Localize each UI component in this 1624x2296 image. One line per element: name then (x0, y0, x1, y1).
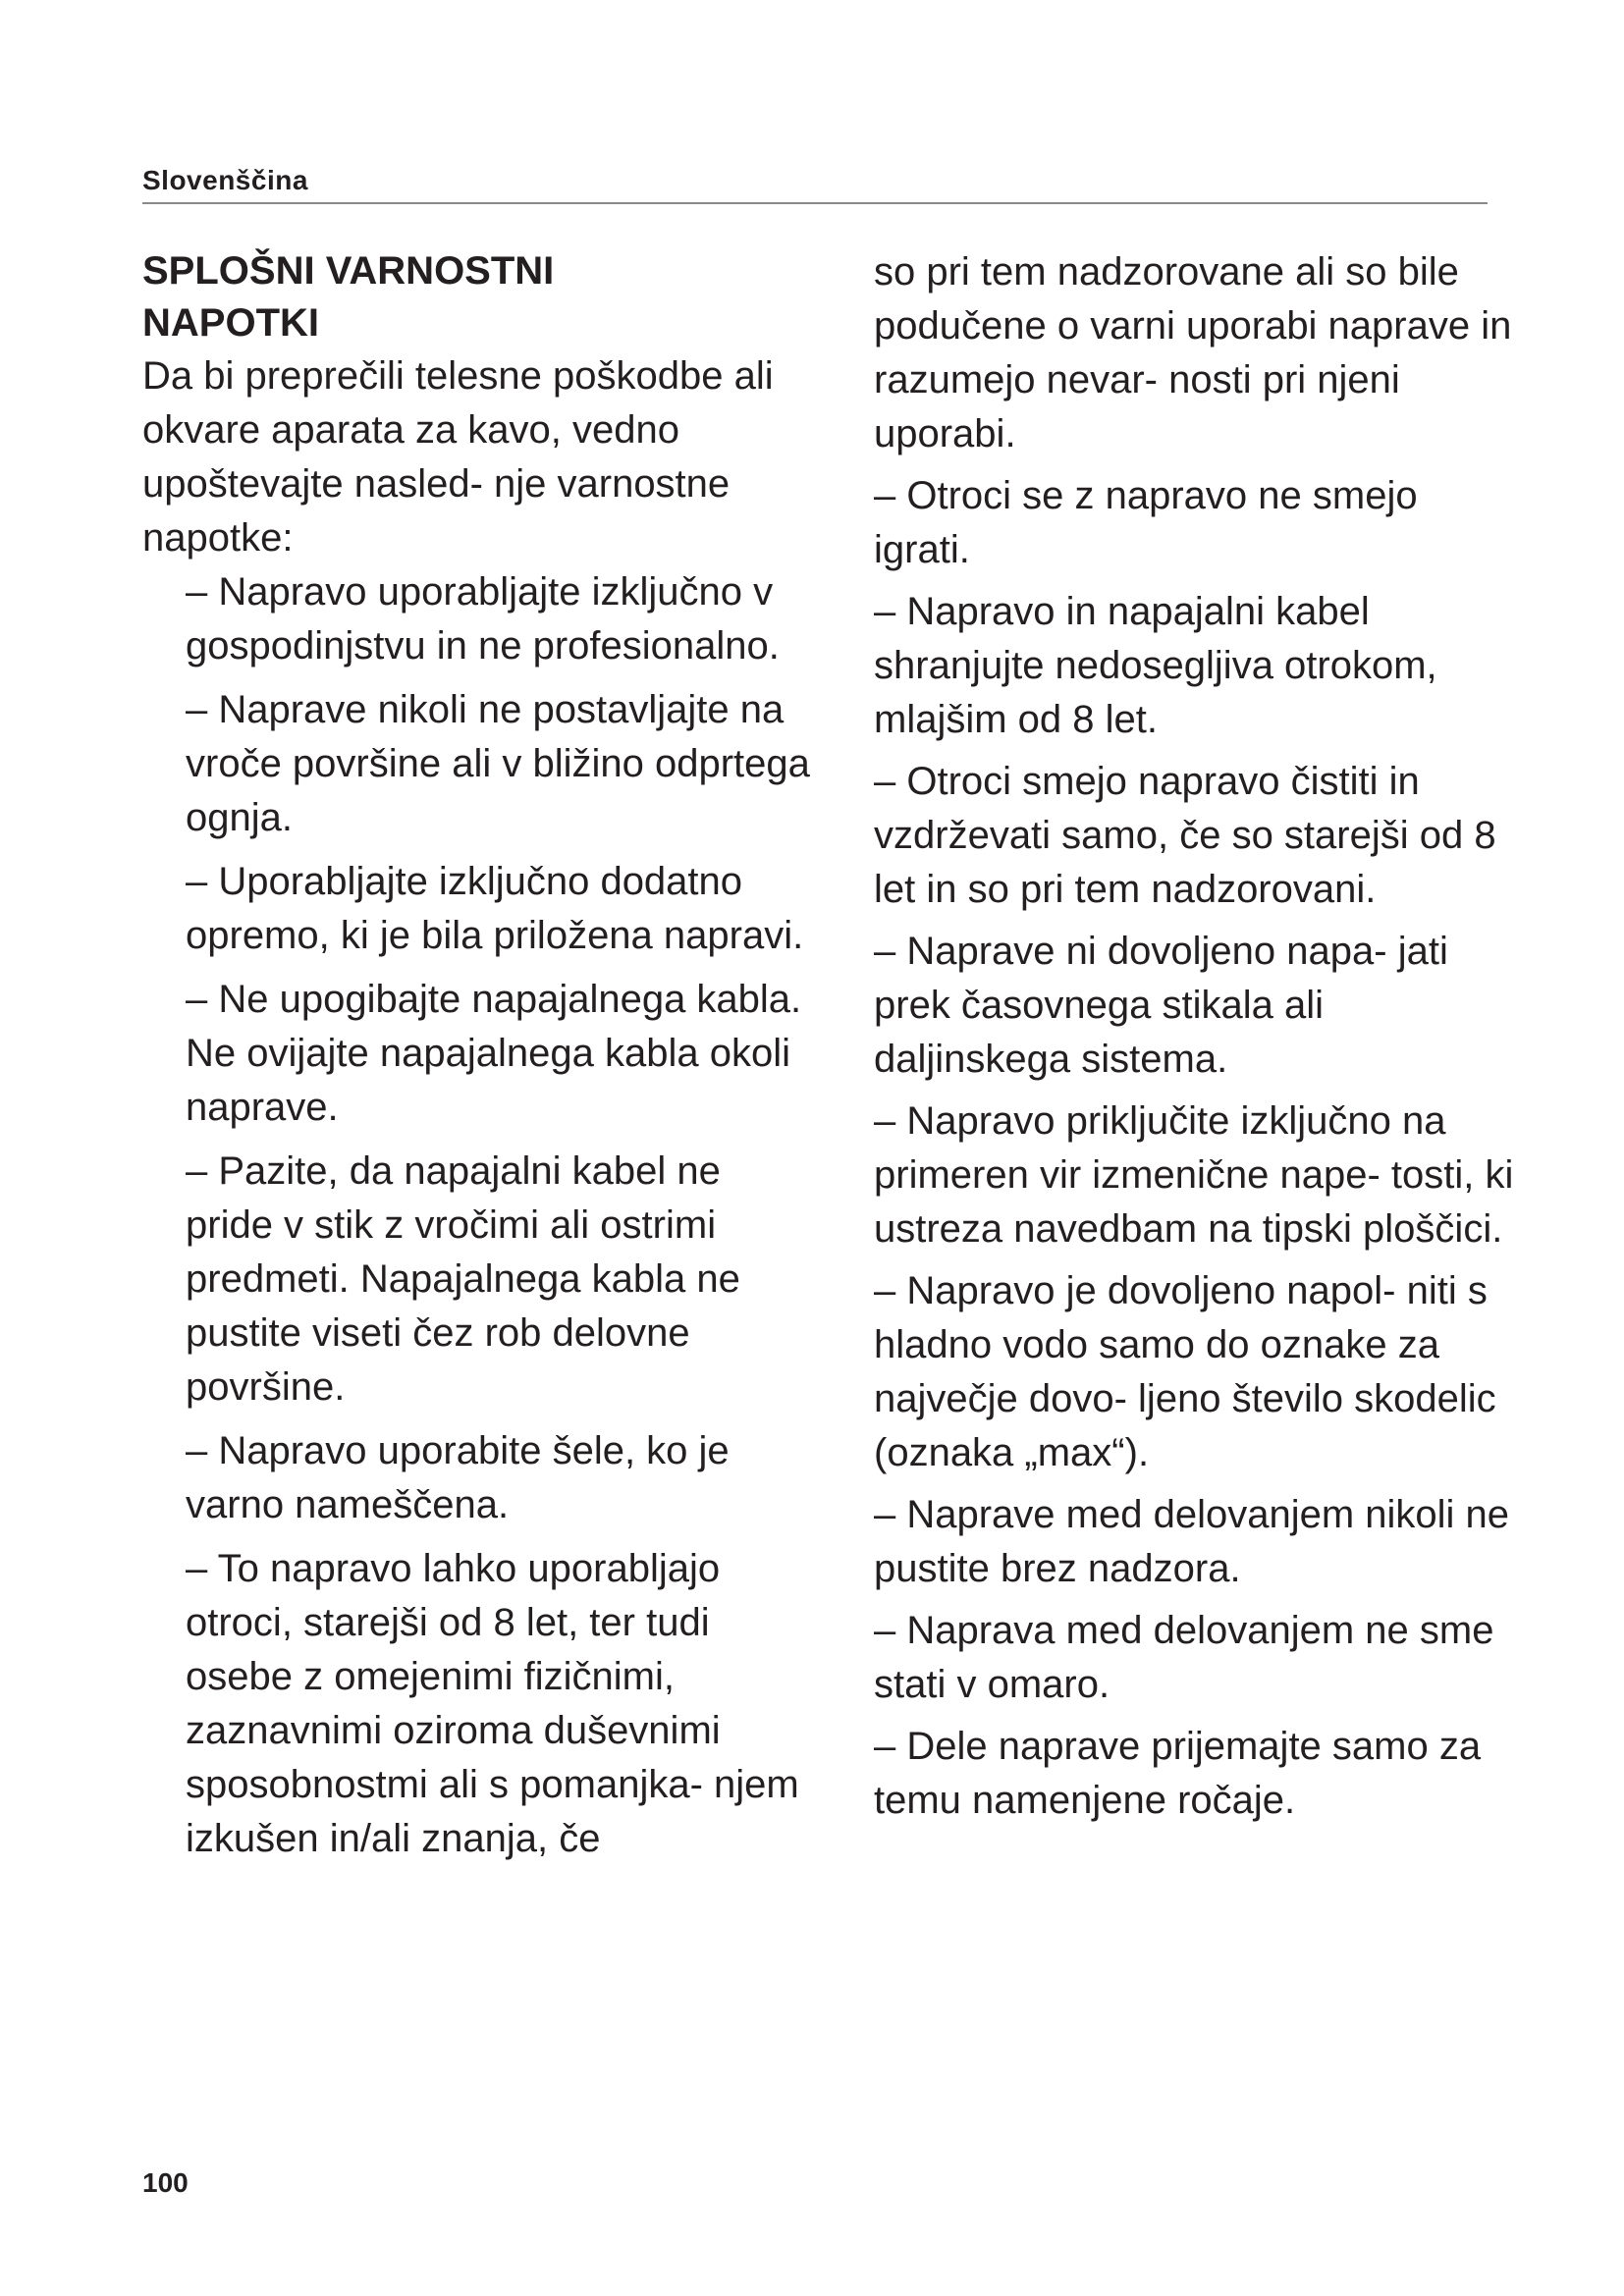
safety-item: – Otroci smejo napravo čistiti in vzdrževati samo, če so starejši od 8 let in so pri tem nadzorovani. (874, 760, 1496, 911)
safety-item: – Napravo priključite izključno na primeren vir izmenične nape- tosti, ki ustreza navedbam na tipski ploščici. (874, 1099, 1514, 1251)
safety-item: – Pazite, da napajalni kabel ne pride v stik z vročimi ali ostrimi predmeti. Napajalnega kabla ne pustite viseti čez rob delovne površine. (186, 1149, 740, 1409)
safety-item: – To napravo lahko uporabljajo otroci, starejši od 8 let, ter tudi osebe z omejenimi fizičnimi, zaznavnimi oziroma duševnimi sposobnostmi ali s pomanjka- njem izkušen in/ali znanja, če (186, 1547, 799, 1860)
safety-list-left (142, 565, 814, 1866)
right-column (874, 245, 1522, 1836)
section-title: SPLOŠNI VARNOSTNI NAPOTKI (142, 249, 555, 345)
language-label: Slovenščina (142, 165, 308, 195)
safety-item: – Ne upogibajte napajalnega kabla. Ne ovijajte napajalnega kabla okoli naprave. (186, 978, 802, 1129)
safety-item: – Naprave ni dovoljeno napa- jati prek časovnega stikala ali daljinskega sistema. (874, 930, 1448, 1081)
safety-item: – Napravo in napajalni kabel shranjujte nedosegljiva otrokom, mlajšim od 8 let. (874, 590, 1437, 741)
safety-item: – Naprave nikoli ne postavljajte na vroče površine ali v bližino odprtega ognja. (186, 688, 810, 839)
safety-item: – Naprave med delovanjem nikoli ne pustite brez nadzora. (874, 1493, 1510, 1590)
header-divider (142, 202, 1488, 204)
safety-item: – Dele naprave prijemajte samo za temu namenjene ročaje. (874, 1725, 1482, 1822)
intro-paragraph: Da bi preprečili telesne poškodbe ali okvare aparata za kavo, vedno upoštevajte nasled- nje varnostne napotke: (142, 354, 774, 560)
safety-item: – Napravo uporabite šele, ko je varno nameščena. (186, 1429, 730, 1526)
page-number: 100 (142, 2167, 189, 2198)
safety-item: – Naprava med delovanjem ne sme stati v omaro. (874, 1609, 1494, 1706)
safety-item: – Napravo je dovoljeno napol- niti s hladno vodo samo do oznake za največje dovo- ljeno število skodelic (oznaka „max“). (874, 1269, 1496, 1474)
continuation-text: so pri tem nadzorovane ali so bile podučene o varni uporabi naprave in razumejo nevar- nosti pri njeni uporabi. (874, 250, 1512, 455)
safety-item: – Uporabljajte izključno dodatno opremo, ki je bila priložena napravi. (186, 860, 804, 957)
safety-item: – Napravo uporabljajte izključno v gospodinjstvu in ne profesionalno. (186, 570, 780, 667)
left-column (142, 245, 830, 1876)
safety-list-right (874, 469, 1522, 1828)
safety-item: – Otroci se z napravo ne smejo igrati. (874, 474, 1418, 571)
